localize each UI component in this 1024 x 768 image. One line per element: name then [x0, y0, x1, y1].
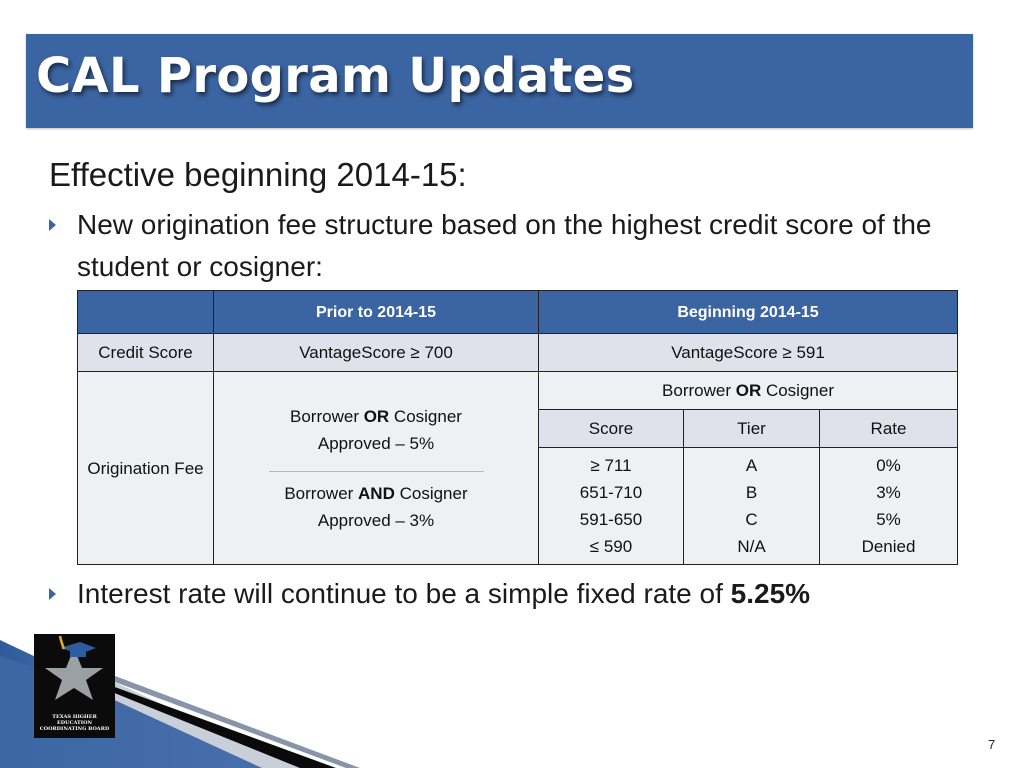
- star-icon: [34, 634, 115, 714]
- prior-line-3: Borrower AND Cosigner: [284, 483, 468, 503]
- credit-score-label: Credit Score: [78, 334, 214, 372]
- bullet-text: Interest rate will continue to be a simple fixed rate of 5.25%: [77, 578, 811, 609]
- credit-score-prior: VantageScore ≥ 700: [214, 334, 539, 372]
- origination-fee-label: Origination Fee: [78, 372, 214, 565]
- beginning-fee-heading: Borrower OR Cosigner: [539, 372, 958, 410]
- thecb-logo: [34, 634, 115, 738]
- prior-line-2: Approved – 5%: [317, 433, 435, 453]
- header-beginning: Beginning 2014-15: [539, 291, 958, 334]
- subheader-score: Score: [539, 410, 684, 448]
- page-number: 7: [988, 737, 996, 752]
- subheader-rate: Rate: [820, 410, 958, 448]
- slide-subtitle: Effective beginning 2014-15:: [49, 156, 467, 193]
- bullet-arrow-icon: [49, 219, 56, 231]
- bullet-interest-rate: [49, 573, 969, 615]
- decorative-swoosh: [0, 640, 1024, 768]
- score-list: ≥ 711 651-710 591-650 ≤ 590: [539, 448, 684, 565]
- slide-title: CAL Program Updates: [36, 48, 635, 104]
- divider: [269, 471, 484, 472]
- bullet-arrow-icon: [49, 588, 56, 600]
- fee-table: [77, 290, 958, 565]
- interest-rate-value: 5.25%: [730, 578, 811, 609]
- bullet-fee-structure: [49, 204, 969, 288]
- header-prior: Prior to 2014-15: [214, 291, 539, 334]
- header-blank: [78, 291, 214, 334]
- logo-text: TEXAS HIGHER EDUCATION COORDINATING BOARD: [39, 714, 110, 732]
- rate-list: 0% 3% 5% Denied: [820, 448, 958, 565]
- tier-list: A B C N/A: [684, 448, 820, 565]
- prior-line-4: Approved – 3%: [317, 510, 435, 530]
- origination-fee-prior: [214, 372, 539, 565]
- bullet-text: New origination fee structure based on the highest credit score of the student or cosigner:: [77, 209, 932, 282]
- title-bar: [26, 34, 973, 128]
- credit-score-beginning: VantageScore ≥ 591: [539, 334, 958, 372]
- subheader-tier: Tier: [684, 410, 820, 448]
- prior-line-1: Borrower OR Cosigner: [290, 406, 462, 426]
